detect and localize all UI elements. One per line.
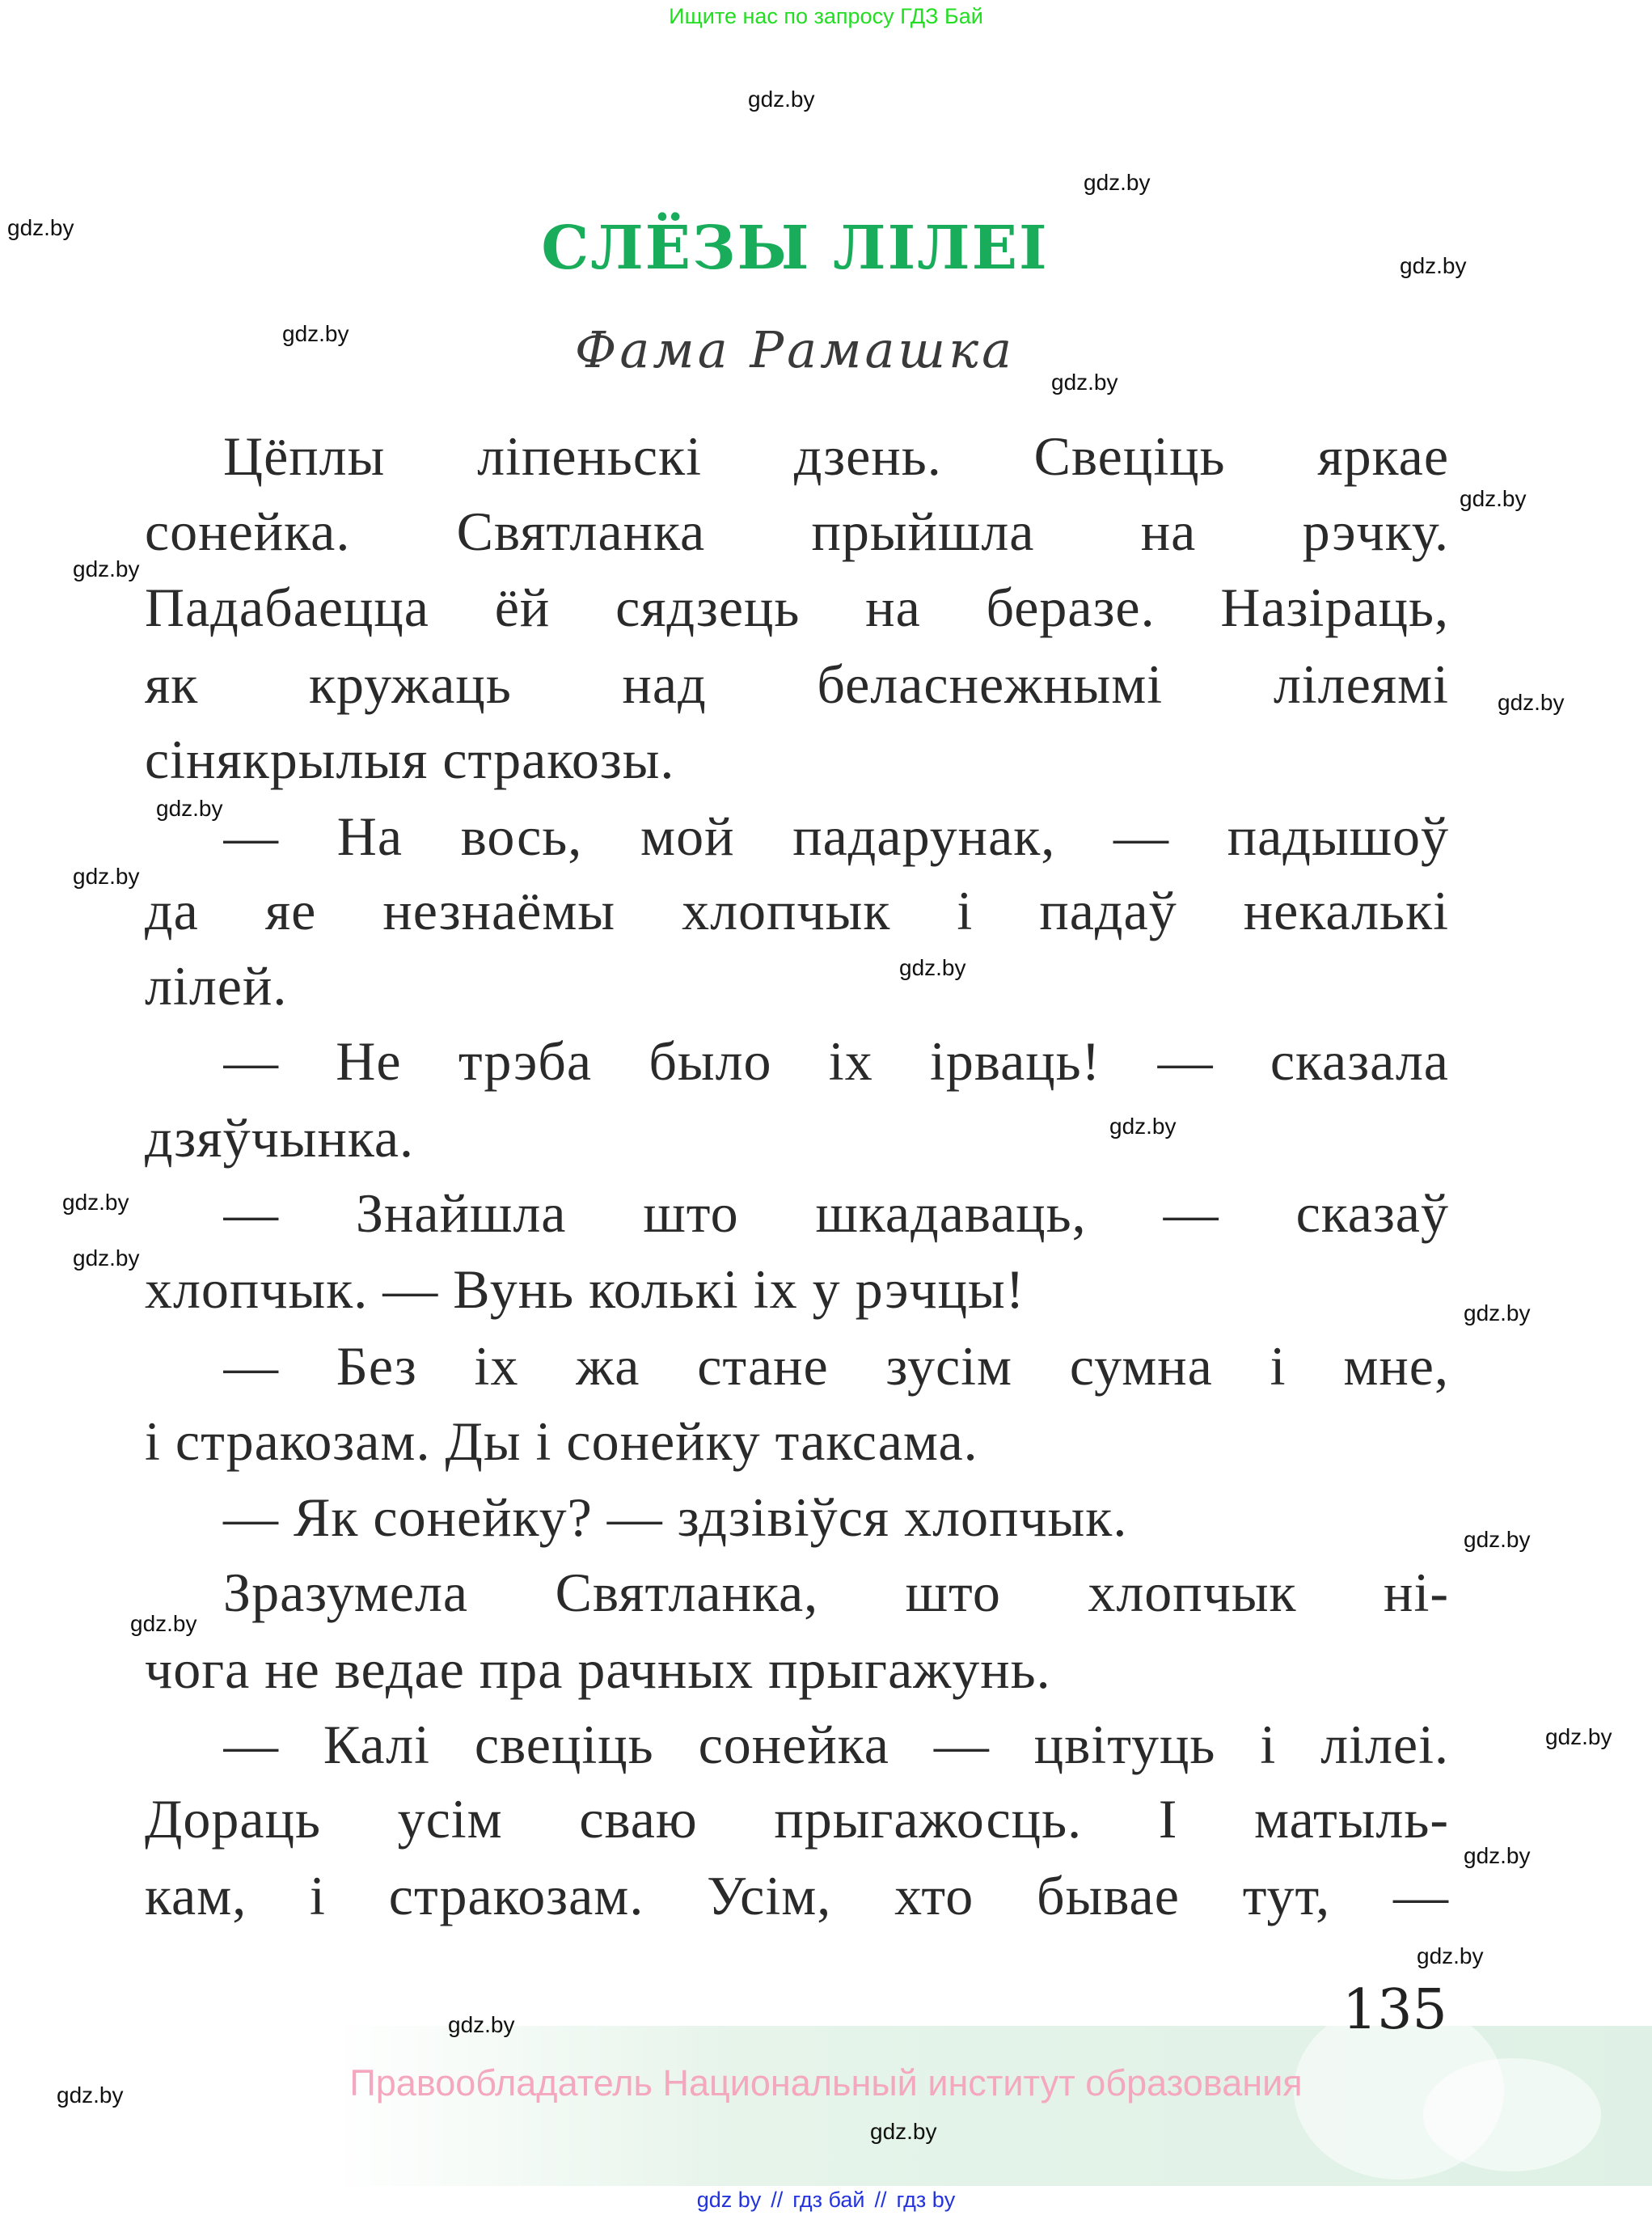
footer-separator: // — [874, 2188, 887, 2212]
watermark: gdz.by — [1084, 170, 1151, 195]
watermark: gdz.by — [1498, 690, 1565, 715]
watermark: gdz.by — [156, 796, 223, 821]
watermark: gdz.by — [1109, 1114, 1177, 1139]
watermark: gdz.by — [282, 321, 349, 346]
page-number: 135 — [1342, 1978, 1447, 2042]
watermark: gdz.by — [1464, 1300, 1531, 1326]
text-line: Падабаецца ёй сядзець на беразе. Назіраць, — [145, 577, 1449, 638]
watermark: gdz.by — [62, 1190, 129, 1215]
watermark: gdz.by — [1417, 1943, 1484, 1968]
page-title: СЛЁЗЫ ЛІЛЕІ — [541, 214, 1049, 283]
text-line: кам, і стракозам. Усім, хто бывае тут, — — [145, 1865, 1449, 1926]
rights-holder: Правообладатель Национальный институт образования — [349, 2062, 1303, 2103]
text-line: як кружаць над беласнежнымі лілеямі — [145, 653, 1449, 715]
text-line: — Калі свеціць сонейка — цвітуць і лілеі. — [223, 1714, 1449, 1775]
text-line: сінякрылыя стракозы. — [145, 729, 675, 790]
watermark: gdz.by — [448, 2012, 515, 2037]
watermark: gdz.by — [73, 864, 140, 889]
text-line: лілей. — [145, 955, 288, 1017]
text-line: — Знайшла што шкадаваць, — сказаў — [223, 1182, 1449, 1244]
watermark: gdz.by — [1545, 1724, 1612, 1749]
text-line: Дораць усім сваю прыгажосць. І матыль- — [145, 1788, 1449, 1850]
watermark: gdz.by — [130, 1611, 197, 1636]
text-line: да яе незнаёмы хлопчык і падаў некалькі — [145, 880, 1449, 941]
watermark: gdz.by — [57, 2082, 124, 2108]
page-title-row — [0, 212, 1590, 285]
watermark: gdz.by — [73, 1245, 140, 1271]
text-line: і стракозам. Ды і сонейку таксама. — [145, 1410, 978, 1472]
footer-decoration — [0, 2026, 1652, 2186]
footer-link-gdz-by[interactable]: gdz by — [696, 2188, 762, 2212]
watermark: gdz.by — [1464, 1527, 1531, 1552]
search-hint: Ищите нас по запросу ГДЗ Бай — [669, 4, 983, 28]
text-line: Зразумела Святланка, што хлопчык ні- — [223, 1562, 1449, 1623]
text-line: — Без іх жа стане зусім сумна і мне, — [223, 1335, 1449, 1397]
watermark: gdz.by — [73, 556, 140, 581]
watermark: gdz.by — [1400, 253, 1467, 278]
watermark: gdz.by — [1464, 1843, 1531, 1868]
text-line: — Як сонейку? — здзівіўся хлопчык. — [223, 1486, 1128, 1548]
rights-holder-row — [0, 2062, 1652, 2104]
watermark: gdz.by — [870, 2119, 937, 2144]
text-line: — На вось, мой падарунак, — падышоў — [223, 805, 1449, 867]
text-line: хлопчык. — Вунь колькі іх у рэчцы! — [145, 1258, 1025, 1320]
watermark: gdz.by — [1460, 486, 1527, 511]
footer-link-gdz-bai[interactable]: гдз бай — [792, 2188, 865, 2212]
text-line: сонейка. Святланка прыйшла на рэчку. — [145, 501, 1449, 562]
watermark: gdz.by — [899, 955, 966, 980]
watermark: gdz.by — [7, 215, 74, 240]
footer-links — [0, 2187, 1652, 2213]
text-line: чога не ведае пра рачных прыгажунь. — [145, 1638, 1051, 1700]
search-hint-row — [0, 3, 1652, 29]
footer-link-gdz-by-cyr[interactable]: гдз by — [896, 2188, 956, 2212]
watermark: gdz.by — [748, 87, 815, 112]
text-line: — Не трэба было іх ірваць! — сказала — [223, 1030, 1449, 1092]
author-row — [0, 319, 1590, 381]
author: Фама Рамашка — [574, 320, 1016, 379]
footer-separator: // — [771, 2188, 784, 2212]
text-line: дзяўчынка. — [145, 1107, 415, 1169]
watermark: gdz.by — [1051, 370, 1118, 395]
text-line: Цёплы ліпеньскі дзень. Свеціць яркае — [223, 425, 1449, 487]
